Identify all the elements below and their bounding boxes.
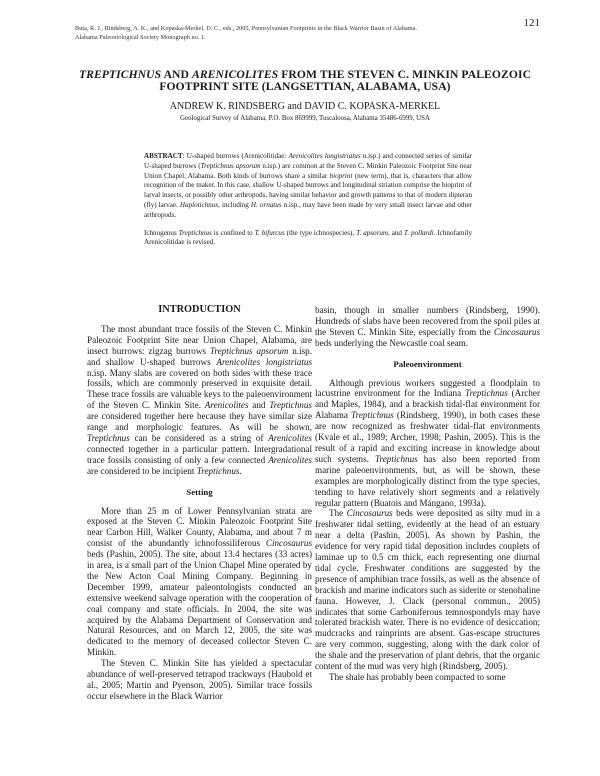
page-number: 121	[523, 17, 540, 29]
introduction-heading: INTRODUCTION	[158, 304, 241, 315]
right-column	[315, 305, 540, 683]
abstract-paragraph-2: Ichnogenus Treptichnus is confined to T. bifurcus (the type ichnospecies), T. apsorum, and T. pollardi. Ichnofamily Arenicolitidae is revised.	[144, 228, 472, 247]
title-genus-2: ARENICOLITES	[192, 68, 279, 81]
citation-line-1: Buta, R. J., Rindsberg, A. K., and Kopaska-Merkel, D. C., eds., 2005, Pennsylvanian Footprints in the Black Warrior Basin of Alabama.	[75, 25, 418, 32]
affiliation: Geological Survey of Alabama, P.O. Box 869999, Tuscaloosa, Alabama 35486-6999, USA	[180, 115, 430, 122]
authors: ANDREW K. RINDSBERG and DAVID C. KOPASKA-MERKEL	[169, 101, 441, 112]
paper-title: TREPTICHNUS AND ARENICOLITES FROM THE STEVEN C. MINKIN PALEOZOIC FOOTPRINT SITE (LANGSETTIAN, ALABAMA, USA)	[70, 69, 540, 93]
citation-line-2: Alabama Paleontological Society Monograph no. 1.	[75, 34, 206, 41]
paleoenvironment-paragraph-2: The Cincosaurus beds were deposited as silty mud in a freshwater tidal setting, evidently at the head of an estuary near a delta (Pashin, 2005). As shown by Pashin, the evidence for very rapid tidal deposition includes couplets of laminae up to 0.5 cm thick, each representing one diurnal tidal cycle. Freshwater conditions are suggested by the presence of amphibian trace fossils, as well as the absence of brackish and marine indicators such as siderite or stenohaline fauna. However, J. Clack (personal commun., 2005) indicates that some Carboniferous temnospondyls may have tolerated brackish water. There is no evidence of desiccation; mudcracks and rainprints are absent. Gas-escape structures are very common, suggesting, along with the dark color of the shale and the preservation of plant debris, that the organic content of the mud was very high (Rindsberg, 2005).	[315, 508, 541, 672]
setting-heading: Setting	[186, 486, 213, 497]
abstract-label: ABSTRACT	[144, 152, 183, 160]
abstract	[144, 152, 472, 248]
title-genus-1: TREPTICHNUS	[78, 68, 162, 81]
abstract-paragraph-1: ABSTRACT: U-shaped burrows (Arenicolitidae: Arenicolites longistriatus n.isp.) and connected series of similar U-shaped burrows (Treptichnus apsorum n.isp.) are common at the Steven C. Minkin Paleozoic Footprint Site near Union Chapel, Alabama. Both kinds of burrows share a similar bioprint (new term), that is, characters that allow recognition of the maker. In this case, shallow U-shaped burrows and longitudinal striation comprise the bioprint of larval insects, or possibly other arthropods, having similar behavior and growth patterns to that of modern dipteran (fly) larvae. Haplotichnus, including H. ornatus n.isp., may have been made by very small insect larvae and other arthropods.	[144, 152, 473, 219]
setting-paragraph-continued: basin, though in smaller numbers (Rindsberg, 1990). Hundreds of slabs have been recovered from the spoil piles at the Steven C. Minkin Site, especially from the Cincosaurus beds underlying the Newcastle coal seam.	[315, 305, 541, 348]
citation	[75, 24, 535, 42]
setting-paragraph-2: The Steven C. Minkin Site has yielded a spectacular abundance of well-preserved tetrapod trackways (Haubold et al., 2005; Martin and Pyenson, 2005). Similar trace fossils occur elsewhere in the Black Warrior	[87, 658, 312, 701]
left-column	[87, 305, 312, 702]
paleoenvironment-paragraph-3: The shale has probably been compacted to some	[329, 672, 506, 682]
introduction-paragraph: The most abundant trace fossils of the Steven C. Minkin Paleozoic Footprint Site near Union Chapel, Alabama, are insect burrows: zigzag burrows Treptichnus apsorum n.isp. and shallow U-shaped burrows Arenicolites longistriatus n.isp. Many slabs are covered on both sides with these trace fossils, which are commonly preserved in exquisite detail. These trace fossils are valuable keys to the paleoenvironment of the Steven C. Minkin Site. Arenicolites and Treptichnus are considered together here because they have similar size range and morphologic features. As will be shown, Treptichnus can be considered as a string of Arenicolites connected together in a particular pattern. Intergradational trace fossils consisting of only a few connected Arenicolites are considered to be incipient Treptichnus.	[87, 323, 313, 476]
paleoenvironment-paragraph-1: Although previous workers suggested a floodplain to lacustrine environment for the Indiana Treptichnus (Archer and Maples, 1984), and a brackish tidal-flat environment for Alabama Treptichnus (Rindsberg, 1990), in both cases these are now recognized as freshwater tidal-flat environments (Kvale et al., 1989; Archer, 1998; Pashin, 2005). This is the result of a rapid and exciting increase in knowledge about such systems. Treptichnus has also been reported from marine paleoenvironments, but, as will be shown, these examples are morphologically distinct from the type species, tending to have relatively short segments and a relatively regular pattern (Buatois and Mángano, 1993a).	[315, 377, 541, 508]
title-line-2: FOOTPRINT SITE (LANGSETTIAN, ALABAMA, USA)	[159, 80, 451, 93]
paleoenvironment-heading: Paleoenvironment	[393, 358, 462, 369]
setting-paragraph-1: More than 25 m of Lower Pennsylvanian strata are exposed at the Steven C. Minkin Paleozoic Footprint Site near Carbon Hill, Walker County, Alabama, and about 7 m consist of the abundantly ichnofossiliferous Cincosaurus beds (Pashin, 2005). The site, about 13.4 hectares (33 acres) in area, is a small part of the Union Chapel Mine operated by the New Acton Coal Mining Company. Beginning in December 1999, amateur paleontologists conducted an extensive weekend salvage operation with the cooperation of coal company and state officials. In 2004, the site was acquired by the Alabama Department of Conservation and Natural Resources, and on March 12, 2005, the site was dedicated to the memory of deceased collector Steven C. Minkin.	[87, 505, 312, 658]
